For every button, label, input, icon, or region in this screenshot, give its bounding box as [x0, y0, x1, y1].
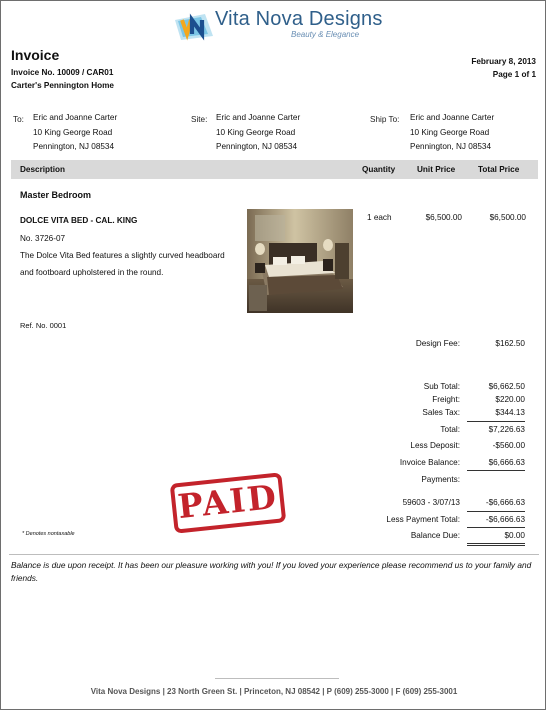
site-address-line: Eric and Joanne Carter — [216, 113, 301, 122]
totals-label: Invoice Balance: — [399, 458, 460, 467]
item-description: The Dolce Vita Bed features a slightly curved headboard and footboard upholstered in the round. — [20, 251, 225, 277]
brand-tagline: Beauty & Elegance — [291, 30, 360, 39]
rule-after-payment — [467, 511, 525, 512]
footer-divider — [215, 678, 339, 679]
totals-label: Freight: — [432, 395, 460, 404]
totals-label: Sub Total: — [423, 382, 460, 391]
item-total-price: $6,500.00 — [489, 213, 526, 222]
ship-to-label: Ship To: — [370, 115, 400, 124]
to-address-line: Pennington, NJ 08534 — [33, 142, 115, 151]
totals-value: $7,226.63 — [488, 425, 525, 434]
rule-balance-due-1 — [467, 543, 525, 544]
ship-to-address-line: Pennington, NJ 08534 — [410, 142, 492, 151]
site-address-line: 10 King George Road — [216, 127, 296, 137]
closing-message: Balance is due upon receipt. It has been our pleasure working with you! If you loved your experience please recommend us to your family and friends. — [11, 560, 532, 583]
to-address — [33, 111, 117, 155]
brand-name: Vita Nova Designs — [215, 8, 383, 30]
totals-value: -$6,666.63 — [485, 498, 525, 507]
invoice-date: February 8, 2013 — [471, 57, 536, 66]
totals-value: -$6,666.63 — [485, 515, 525, 524]
header-total-price: Total Price — [478, 165, 520, 174]
ship-to-address-line: Eric and Joanne Carter — [410, 113, 495, 122]
totals-label: Less Deposit: — [410, 441, 460, 450]
item-ref: Ref. No. 0001 — [20, 321, 67, 330]
totals-value: $220.00 — [495, 395, 525, 404]
totals-label: Balance Due: — [410, 531, 460, 540]
totals-value: $0.00 — [504, 531, 525, 540]
page-number: Page 1 of 1 — [492, 70, 536, 79]
invoice-title: Invoice — [11, 47, 60, 63]
totals-label: Sales Tax: — [422, 408, 460, 417]
item-quantity: 1 each — [367, 213, 392, 222]
design-fee-label: Design Fee: — [415, 339, 460, 348]
rule-after-invoice-balance — [467, 470, 525, 471]
nontaxable-note: * Denotes nontaxable — [22, 531, 75, 537]
totals-value: $344.13 — [495, 408, 525, 417]
totals-value: -$560.00 — [492, 441, 525, 450]
ship-to-address-line: 10 King George Road — [410, 127, 490, 137]
design-fee-value: $162.50 — [495, 339, 525, 348]
bedroom-photo — [247, 209, 353, 313]
header-quantity: Quantity — [362, 165, 396, 174]
rule-after-sales-tax — [467, 421, 525, 422]
site-address — [216, 111, 300, 155]
item-sku: No. 3726-07 — [20, 234, 66, 243]
invoice-number: Invoice No. 10009 / CAR01 — [11, 68, 114, 77]
totals-label: 59603 - 3/07/13 — [402, 498, 460, 507]
paid-stamp — [170, 472, 287, 533]
totals-value: $6,662.50 — [488, 382, 525, 391]
header-unit-price: Unit Price — [417, 165, 456, 174]
item-name: DOLCE VITA BED - CAL. KING — [20, 216, 138, 225]
item-unit-price: $6,500.00 — [425, 213, 462, 222]
site-address-line: Pennington, NJ 08534 — [216, 142, 298, 151]
paid-stamp-text: PAID — [176, 476, 280, 527]
totals-label: Total: — [440, 425, 460, 434]
message-divider — [9, 554, 539, 555]
rule-after-payment-total — [467, 527, 525, 528]
totals-value: $6,666.63 — [488, 458, 525, 467]
site-label: Site: — [191, 115, 208, 124]
room-heading: Master Bedroom — [20, 190, 92, 200]
header-description: Description — [20, 165, 66, 174]
to-address-line: Eric and Joanne Carter — [33, 113, 118, 122]
footer-text: Vita Nova Designs | 23 North Green St. | Princeton, NJ 08542 | P (609) 255-3000 | F (609) 255-3001 — [90, 687, 458, 696]
totals-label: Payments: — [421, 475, 460, 484]
to-address-line: 10 King George Road — [33, 127, 113, 137]
totals-label: Less Payment Total: — [386, 515, 460, 524]
brand-logo — [171, 8, 391, 44]
ship-to-address — [410, 111, 494, 155]
table-header — [11, 160, 538, 179]
vn-logo-icon — [175, 12, 213, 42]
rule-balance-due-2 — [467, 545, 525, 546]
project-name: Carter's Pennington Home — [11, 81, 114, 90]
to-label: To: — [13, 115, 24, 124]
